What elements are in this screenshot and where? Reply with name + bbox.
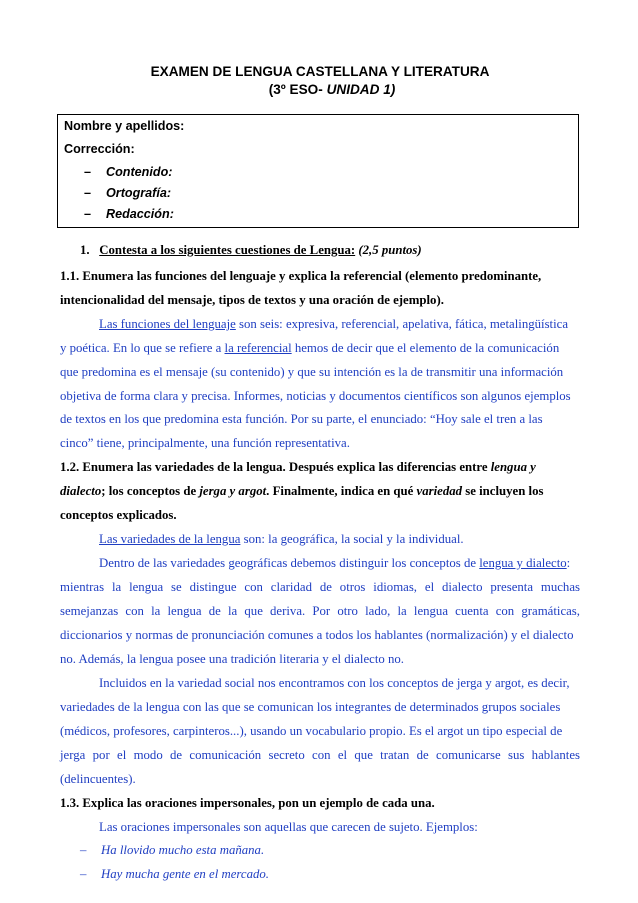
- section-number: 1.: [80, 243, 90, 257]
- correction-label: Corrección:: [64, 142, 135, 156]
- answer-text: hemos de decir que el elemento de la comunicación: [291, 341, 560, 355]
- example-item: [0, 867, 638, 883]
- dash-bullet: –: [80, 867, 87, 881]
- answer-underlined: lengua y dialecto: [479, 556, 567, 570]
- dash-bullet: –: [80, 843, 87, 857]
- q1-1-answer-line: [60, 340, 580, 356]
- q1-2-answer-line: no. Además, la lengua posee una tradición literaria y el dialecto no.: [60, 652, 404, 666]
- section-points: (2,5 puntos): [358, 243, 422, 257]
- question-text: ; los conceptos de: [101, 484, 200, 498]
- answer-underlined: la referencial: [224, 341, 292, 355]
- section-1-heading: [80, 242, 560, 258]
- q1-2-answer-line: [99, 531, 580, 547]
- example-text: Hay mucha gente en el mercado.: [101, 867, 269, 881]
- example-text: Ha llovido mucho esta mañana.: [101, 843, 265, 857]
- dash-bullet: –: [84, 165, 92, 179]
- q1-1-answer-line: cinco” tiene, principalmente, una función representativa.: [60, 436, 350, 450]
- dash-bullet: –: [84, 207, 92, 221]
- q1-2-answer-line: (médicos, profesores, carpinteros...), usando un vocabulario propio. Es el argot un tipo especial de: [60, 724, 563, 738]
- q1-2-answer-line: [99, 555, 580, 571]
- question-emphasis: lengua y: [490, 460, 536, 474]
- question-emphasis: variedad: [416, 484, 463, 498]
- q1-2-answer-line: diccionarios y normas de pronunciación comunes a todos los hablantes (normalización) y el dialecto: [60, 628, 574, 642]
- subtitle-unit: UNIDAD 1): [326, 82, 396, 97]
- q1-2-question-line: conceptos explicados.: [60, 508, 177, 522]
- answer-text: :: [566, 556, 571, 570]
- q1-1-answer-line: que predomina es el mensaje (su contenido) y que su intención es la de transmitir una información: [60, 365, 564, 379]
- q1-1-question-line: 1.1. Enumera las funciones del lenguaje y explica la referencial (elemento predominante,: [60, 269, 542, 283]
- correction-item-ortografia: [84, 186, 171, 200]
- answer-text: son seis: expresiva, referencial, apelativa, fática, metalingüística: [235, 317, 569, 331]
- correction-item-label: Ortografía:: [106, 186, 172, 200]
- q1-3-answer: Las oraciones impersonales son aquellas que carecen de sujeto. Ejemplos:: [99, 820, 478, 834]
- q1-2-answer-line: mientras la lengua se distingue con claridad de otros idiomas, el dialecto presenta muchas: [60, 580, 580, 594]
- q1-2-answer-line: semejanzas con la lengua de la que deriva. Por otro lado, la lengua cuenta con gramáticas,: [60, 604, 580, 618]
- exam-subtitle: [60, 81, 592, 99]
- question-text: se incluyen los: [462, 484, 544, 498]
- answer-underlined: Las funciones del lenguaje: [99, 317, 236, 331]
- q1-1-question-line: intencionalidad del mensaje, tipos de textos y una oración de ejemplo).: [60, 293, 444, 307]
- q1-2-answer-line: variedades de la lengua con las que se comunican los integrantes de determinados grupos sociales: [60, 700, 561, 714]
- section-heading-text: Contesta a los siguientes cuestiones de Lengua:: [99, 243, 356, 257]
- q1-1-answer-line: de textos en los que predomina esta función. Por su parte, el enunciado: “Hoy sale el tren a las: [60, 412, 543, 426]
- dash-bullet: –: [84, 186, 92, 200]
- question-emphasis: dialecto: [60, 484, 102, 498]
- subtitle-prefix: (3º ESO-: [268, 82, 323, 97]
- answer-text: y poética. En lo que se refiere a: [60, 341, 225, 355]
- exam-title: EXAMEN DE LENGUA CASTELLANA Y LITERATURA: [150, 64, 490, 79]
- q1-2-question-line: [60, 483, 580, 499]
- q1-1-answer-line: [99, 316, 580, 332]
- q1-2-answer-line: (delincuentes).: [60, 772, 136, 786]
- q1-2-answer-line: Incluidos en la variedad social nos encontramos con los conceptos de jerga y argot, es decir,: [99, 676, 570, 690]
- answer-text: son: la geográfica, la social y la individual.: [240, 532, 464, 546]
- question-emphasis: jerga y argot: [199, 484, 267, 498]
- q1-2-answer-line: jerga por el modo de comunicación secreto con el que tratan de comunicarse sus hablantes: [60, 748, 580, 762]
- example-item: [0, 843, 638, 859]
- name-label: Nombre y apellidos:: [64, 119, 185, 133]
- q1-3-question: 1.3. Explica las oraciones impersonales, pon un ejemplo de cada una.: [60, 796, 435, 810]
- correction-item-contenido: [84, 165, 172, 179]
- answer-underlined: Las variedades de la lengua: [99, 532, 241, 546]
- correction-item-label: Redacción:: [106, 207, 174, 221]
- q1-2-question-line: [60, 459, 580, 475]
- question-text: . Finalmente, indica en qué: [266, 484, 417, 498]
- answer-text: Dentro de las variedades geográficas debemos distinguir los conceptos de: [99, 556, 480, 570]
- student-info-box: [57, 114, 579, 228]
- correction-item-redaccion: [84, 207, 174, 221]
- q1-1-answer-line: objetiva de forma clara y precisa. Informes, noticias y documentos científicos son algunos ejemplos: [60, 389, 571, 403]
- question-text: 1.2. Enumera las variedades de la lengua. Después explica las diferencias entre: [60, 460, 491, 474]
- correction-item-label: Contenido:: [106, 165, 173, 179]
